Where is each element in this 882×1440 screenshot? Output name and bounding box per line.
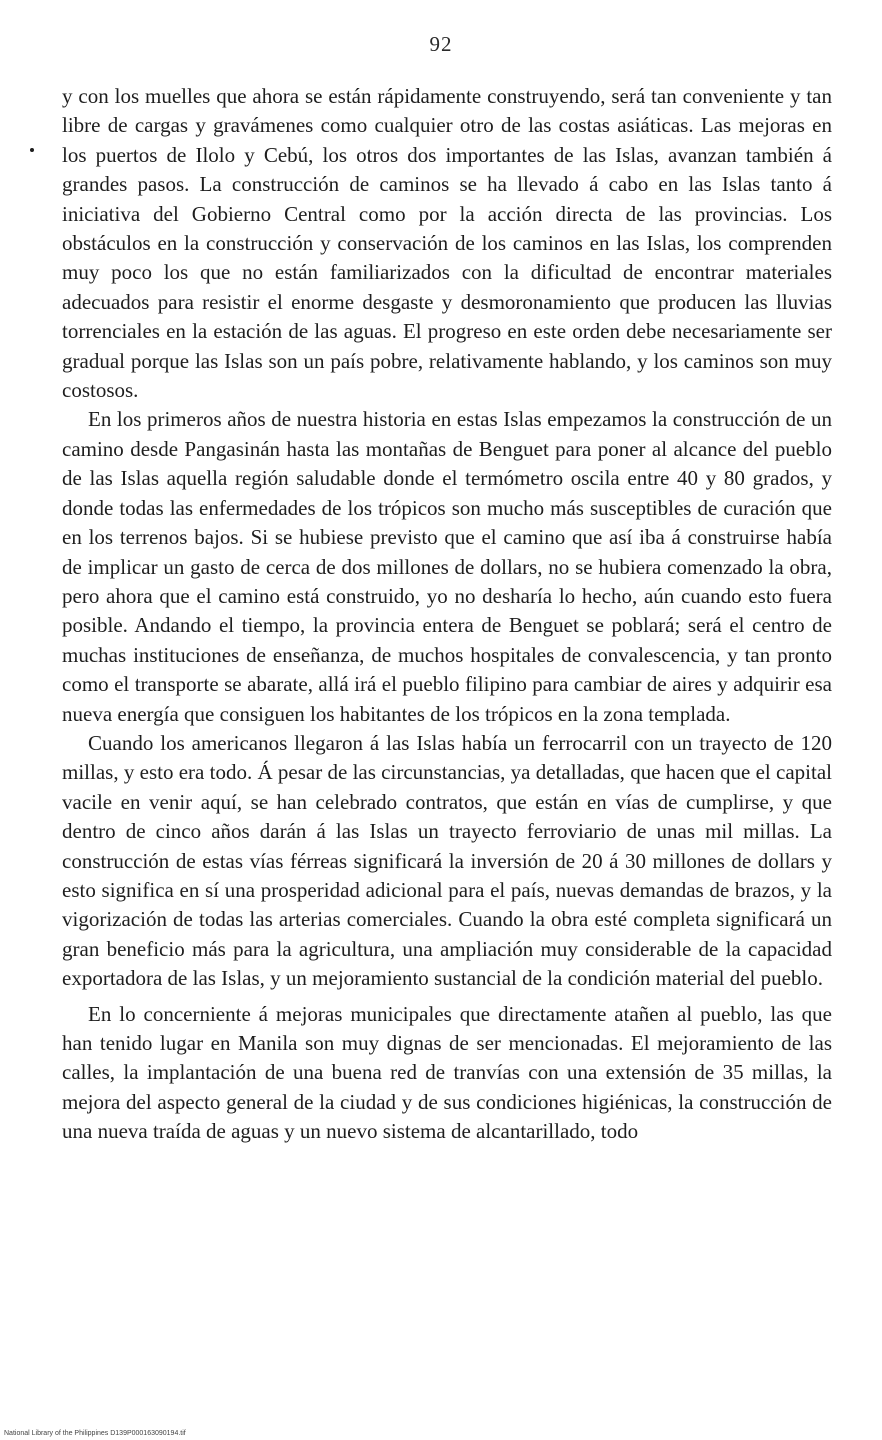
page-number: 92	[429, 32, 453, 56]
paragraph-4: En lo concerniente á mejoras municipales que directamente atañen al pueblo, las que han tenido lugar en Manila son muy dignas de ser mencionadas. El mejoramiento de las calles, la implantación de una buena red de tranvías con una extensión de 35 millas, la mejora del aspecto general de la ciudad y de sus condiciones higiénicas, la construcción de una nueva traída de aguas y un nuevo sistema de alcantarillado, todo	[62, 1001, 832, 1144]
body-text	[62, 82, 832, 1147]
paragraph-1: y con los muelles que ahora se están rápidamente construyendo, será tan conveniente y tan libre de cargas y gravámenes como cualquier otro de las costas asiáticas. Las mejoras en los puertos de Ilolo y Cebú, los otros dos importantes de las Islas, avanzan también á grandes pasos. La construcción de caminos se ha llevado á cabo en las Islas tanto á iniciativa del Gobierno Central como por la acción directa de las provincias. Los obstáculos en la construcción y conservación de los caminos en las Islas, los comprenden muy poco los que no están familiarizados con la dificultad de encontrar materiales adecuados para resistir el enorme desgaste y desmoronamiento que producen las lluvias torrenciales en la estación de las aguas. El progreso en este orden debe necesariamente ser gradual porque las Islas son un país pobre, relativamente hablando, y los caminos son muy costosos.	[62, 84, 832, 403]
paragraph-2: En los primeros años de nuestra historia en estas Islas empezamos la construcción de un camino desde Pangasinán hasta las montañas de Benguet para poner al alcance del pueblo de las Islas aquella región saludable donde el termómetro oscila entre 40 y 80 grados, y donde todas las enfermedades de los trópicos son mucho más susceptibles de curación que en los terrenos bajos. Si se hubiese previsto que el camino que así iba á construirse había de implicar un gasto de cerca de dos millones de dollars, no se hubiera comenzado la obra, pero ahora que el camino está construido, yo no desharía lo hecho, aún cuando esto fuera posible. Andando el tiempo, la provincia entera de Benguet se poblará; será el centro de muchas instituciones de enseñanza, de muchos hospitales de convalescencia, y tan pronto como el transporte se abarate, allá irá el pueblo filipino para cambiar de aires y adquirir esa nueva energía que consiguen los habitantes de los trópicos en la zona templada.	[62, 407, 832, 726]
paragraph-3: Cuando los americanos llegaron á las Islas había un ferrocarril con un trayecto de 120 millas, y esto era todo. Á pesar de las circunstancias, ya detalladas, que hacen que el capital vacile en venir aquí, se han celebrado contratos, que están en vías de cumplirse, y que dentro de cinco años darán á las Islas un trayecto ferroviario de unas mil millas. La construcción de estas vías férreas significará la inversión de 20 á 30 millones de dollars y esto significa en sí una prosperidad adicional para el país, nuevas demandas de brazos, y la vigorización de todas las arterias comerciales. Cuando la obra esté completa significará un gran beneficio más para la agricultura, una ampliación muy considerable de la capacidad exportadora de las Islas, y un mejoramiento sustancial de la condición material del pueblo.	[62, 730, 832, 991]
margin-mark	[30, 148, 34, 152]
scan-credit: National Library of the Philippines D139P000163090194.tif	[4, 1430, 186, 1437]
